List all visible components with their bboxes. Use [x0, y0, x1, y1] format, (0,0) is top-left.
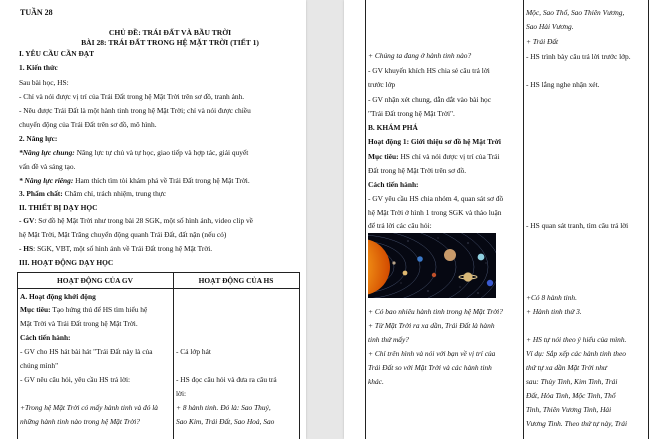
- table-border: [523, 0, 524, 439]
- inline-label: - GV: [19, 216, 35, 225]
- inline-text: : SGK, VBT, một số hình ảnh về Trái Đất trong hệ Mặt Trời.: [33, 244, 213, 253]
- table-cell-line: [20, 305, 147, 314]
- table-cell-line: - GV nêu câu hỏi, yêu cầu HS trả lời:: [20, 375, 131, 384]
- table-header-gv: HOẠT ĐỘNG CỦA GV: [56, 276, 134, 285]
- table-border: [365, 0, 366, 439]
- paragraph-line: Sau bài học, HS:: [19, 78, 69, 87]
- table-cell-line: + 8 hành tinh. Đó là: Sao Thuỷ,: [176, 403, 271, 412]
- inline-label: *Năng lực chung:: [19, 148, 75, 157]
- table-border: [17, 272, 299, 273]
- activity-title: A. Hoạt động khởi động: [20, 292, 96, 301]
- table-cell-line: Đất, Hỏa Tinh, Mộc Tinh, Thổ: [526, 391, 616, 400]
- paragraph-line: vấn đề và sáng tạo.: [19, 162, 76, 171]
- inline-text: Ham thích tìm tòi khám phá về Trái Đất trong hệ Mặt Trời.: [73, 176, 250, 185]
- section-heading: II. THIẾT BỊ DẠY HỌC: [19, 203, 98, 212]
- section-heading: B. KHÁM PHÁ: [368, 123, 418, 132]
- solar-system-illustration: [368, 233, 496, 298]
- paragraph-line: chuyển động của Trái Đất trên sơ đồ, mô hình.: [19, 120, 157, 129]
- table-cell-line: Sao Kim, Trái Đất, Sao Hoả, Sao: [176, 417, 275, 426]
- table-cell-line: - GV nhận xét chung, dẫn dắt vào bài học: [368, 95, 492, 104]
- table-cell-line: + Chúng ta đang ở hành tinh nào?: [368, 51, 472, 60]
- inline-label: 3. Phẩm chất:: [19, 189, 63, 198]
- paragraph-line: [19, 176, 250, 185]
- table-cell-line: Vương Tinh. Theo thứ tự này, Trái: [526, 419, 628, 428]
- table-cell-line: - GV yêu cầu HS chia nhóm 4, quan sát sơ đồ: [368, 194, 504, 203]
- paragraph-line: [19, 148, 248, 157]
- table-border: [648, 0, 649, 439]
- paragraph-line: hệ Mặt Trời, Mặt Trăng chuyển động quanh Trái Đất, đất nặn (nếu có): [19, 230, 227, 239]
- table-cell-line: + Trái Đất: [526, 37, 559, 46]
- inline-label: Mục tiêu:: [368, 152, 399, 161]
- table-cell-line: chúng mình": [20, 361, 59, 370]
- table-cell-line: - HS trình bày câu trả lời trước lớp.: [526, 52, 631, 61]
- table-cell-line: + HS tự nói theo ý hiểu của mình.: [526, 335, 627, 344]
- table-cell-line: Trái Đất so với Mặt Trời và các hành tinh: [368, 363, 492, 372]
- inline-text: Tạo hứng thú để HS tìm hiểu hệ: [50, 305, 148, 314]
- solar-system-image: [368, 233, 496, 298]
- table-cell-line: hệ Mặt Trời ở hình 1 trong SGK và thảo luận: [368, 208, 502, 217]
- week-label: TUẦN 28: [20, 8, 53, 17]
- table-cell-line: +Có 8 hành tinh.: [526, 293, 577, 302]
- inline-label: * Năng lực riêng:: [19, 176, 74, 185]
- activity-title: Hoạt động 1: Giới thiệu sơ đồ hệ Mặt Trời: [368, 137, 501, 146]
- subsection-heading: 1. Kiến thức: [19, 63, 58, 72]
- table-cell-line: Ví dụ: Sắp xếp các hành tinh theo: [526, 349, 626, 358]
- table-cell-line: Tinh, Thiên Vương Tinh, Hải: [526, 405, 612, 414]
- table-cell-line: - GV cho HS hát bài hát "Trái Đất này là của: [20, 347, 153, 356]
- table-cell-line: Mặt Trời và Trái Đất trong hệ Mặt Trời.: [20, 319, 138, 328]
- table-cell-line: những hành tinh nào trong hệ Mặt Trời?: [20, 417, 141, 426]
- topic-title: CHỦ ĐỀ: TRÁI ĐẤT VÀ BẦU TRỜI: [108, 28, 232, 37]
- table-cell-line: - HS lắng nghe nhận xét.: [526, 80, 600, 89]
- table-border: [17, 288, 299, 289]
- table-border: [299, 272, 300, 439]
- table-cell-line: + Có bao nhiêu hành tinh trong hệ Mặt Trời?: [368, 307, 503, 316]
- table-cell-line: Sao Hải Vương.: [526, 22, 574, 31]
- table-cell-line: tinh thứ mấy?: [368, 335, 409, 344]
- inline-text: Năng lực tự chủ và tự học, giao tiếp và hợp tác, giải quyết: [74, 148, 249, 157]
- table-cell-line: Cách tiến hành:: [20, 333, 71, 342]
- paragraph-line: - Nêu được Trái Đất là một hành tinh trong hệ Mặt Trời; chỉ và nói được chiều: [19, 106, 251, 115]
- document-page-1: [0, 0, 306, 439]
- paragraph-line: [19, 189, 166, 198]
- paragraph-line: [19, 216, 253, 225]
- section-heading: III. HOẠT ĐỘNG DẠY HỌC: [19, 258, 114, 267]
- inline-text: HS chỉ và nói được vị trí của Trái: [398, 152, 500, 161]
- table-cell-line: Đất trong hệ Mặt Trời trên sơ đồ.: [368, 166, 467, 175]
- table-cell-line: - GV khuyến khích HS chia sẻ câu trả lời: [368, 66, 490, 75]
- inline-label: Mục tiêu:: [20, 305, 51, 314]
- table-cell-line: + Chỉ trên hình và nói với bạn về vị trí của: [368, 349, 496, 358]
- table-cell-line: +Trong hệ Mặt Trời có mấy hành tinh và đó là: [20, 403, 158, 412]
- table-header-hs: HOẠT ĐỘNG CỦA HS: [198, 276, 274, 285]
- section-heading: I. YÊU CẦU CẦN ĐẠT: [19, 49, 95, 58]
- table-cell-line: sau: Thủy Tinh, Kim Tinh, Trái: [526, 377, 618, 386]
- inline-text: : Sơ đồ hệ Mặt Trời như trong bài 28 SGK, một số hình ảnh, video clip về: [34, 216, 253, 225]
- table-cell-line: - Cả lớp hát: [176, 347, 211, 356]
- table-cell-line: + Hành tinh thứ 3.: [526, 307, 582, 316]
- table-cell-line: - HS quan sát tranh, tìm câu trả lời: [526, 221, 629, 230]
- document-page-2: [344, 0, 650, 439]
- table-cell-line: trước lớp: [368, 80, 396, 89]
- table-cell-line: + Từ Mặt Trời ra xa dần, Trái Đất là hành: [368, 321, 495, 330]
- table-cell-line: Mộc, Sao Thổ, Sao Thiên Vương,: [526, 8, 625, 17]
- lesson-title: BÀI 28: TRÁI ĐẤT TRONG HỆ MẶT TRỜI (TIẾT 1): [81, 38, 259, 47]
- table-cell-line: Cách tiến hành:: [368, 180, 419, 189]
- paragraph-line: [19, 244, 212, 253]
- table-cell-line: khác.: [368, 377, 384, 386]
- table-cell-line: "Trái Đất trong hệ Mặt Trời".: [368, 109, 455, 118]
- inline-label: - HS: [19, 244, 34, 253]
- table-cell-line: [368, 152, 500, 161]
- table-cell-line: - HS đọc câu hỏi và đưa ra câu trả: [176, 375, 277, 384]
- paragraph-line: - Chỉ và nói được vị trí của Trái Đất trong hệ Mặt Trời trên sơ đồ, tranh ảnh.: [19, 92, 245, 101]
- table-border: [17, 272, 18, 439]
- table-cell-line: để trả lời các câu hỏi:: [368, 221, 432, 230]
- subsection-heading: 2. Năng lực:: [19, 134, 58, 143]
- inline-text: Chăm chỉ, trách nhiệm, trung thực: [62, 189, 167, 198]
- table-cell-line: thứ tự xa dần Mặt Trời như: [526, 363, 607, 372]
- table-cell-line: lời:: [176, 389, 187, 398]
- table-border: [173, 272, 174, 439]
